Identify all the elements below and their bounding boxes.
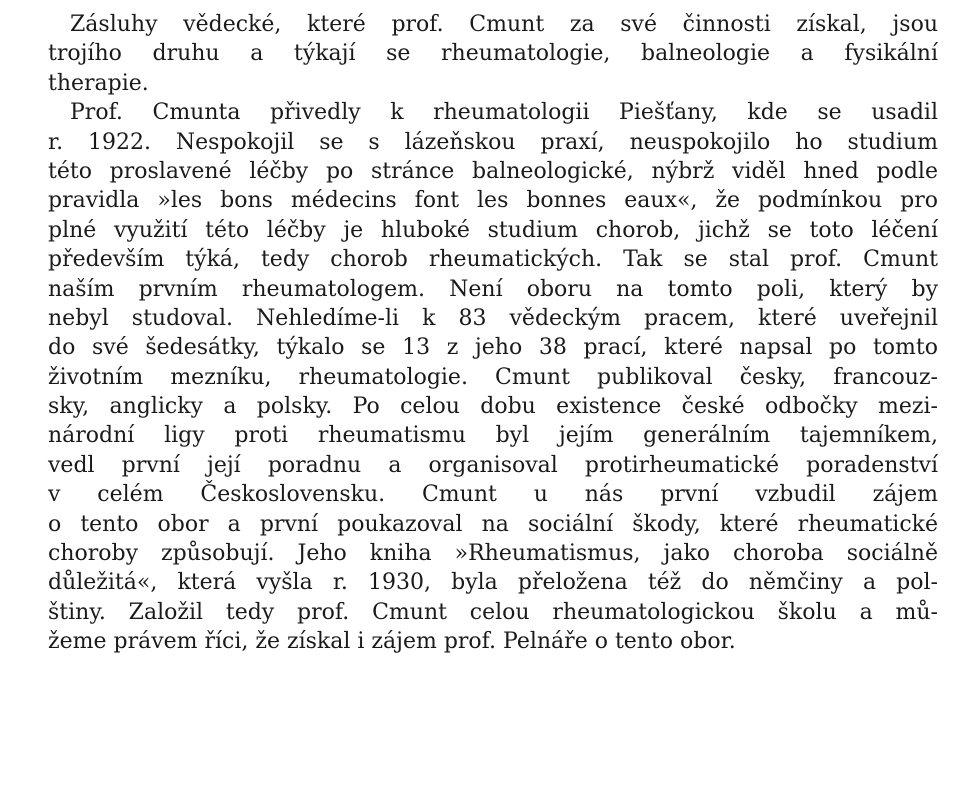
text-line: trojího druhu a týkají se rheumatologie, balneologie a fysikální — [48, 41, 938, 67]
text-line: pravidla »les bons médecins font les bonnes eaux«, že podmínkou pro — [48, 188, 938, 214]
text-line: r. 1922. Nespokojil se s lázeňskou praxí, neuspokojilo ho studium — [48, 129, 938, 155]
text-line: naším prvním rheumatologem. Není oboru na tomto poli, který by — [48, 276, 938, 302]
text-line: této proslavené léčby po stránce balneologické, nýbrž viděl hned podle — [48, 158, 938, 184]
text-line: především týká, tedy chorob rheumatických. Tak se stal prof. Cmunt — [48, 247, 938, 273]
text-line: sky, anglicky a polsky. Po celou dobu existence české odbočky mezi- — [48, 394, 938, 420]
text-line: životním mezníku, rheumatologie. Cmunt publikoval česky, francouz- — [48, 364, 938, 390]
text-line: do své šedesátky, týkalo se 13 z jeho 38 prací, které napsal po tomto — [48, 335, 938, 361]
text-line: plné využití této léčby je hluboké studium chorob, jichž se toto léčení — [48, 217, 938, 243]
text-line: žeme právem říci, že získal i zájem prof. Pelnáře o tento obor. — [48, 629, 736, 655]
text-line: nebyl studoval. Nehledíme-li k 83 vědeckým pracem, které uveřejnil — [48, 305, 938, 331]
text-line: choroby způsobují. Jeho kniha »Rheumatismus, jako choroba sociálně — [48, 541, 938, 567]
text-line: Zásluhy vědecké, které prof. Cmunt za své činnosti získal, jsou — [70, 12, 938, 37]
paragraph-2 — [48, 98, 938, 656]
text-line: vedl první její poradnu a organisoval protirheumatické poradenství — [48, 452, 938, 478]
text-line: Prof. Cmunta přivedly k rheumatologii Piešťany, kde se usadil — [70, 100, 938, 126]
body-text — [48, 10, 938, 657]
text-line: therapie. — [48, 70, 149, 96]
text-line: v celém Československu. Cmunt u nás první vzbudil zájem — [48, 482, 938, 508]
text-line: o tento obor a první poukazoval na sociální škody, které rheumatické — [48, 511, 938, 537]
text-line: národní ligy proti rheumatismu byl jejím generálním tajemníkem, — [48, 423, 938, 449]
paragraph-1 — [48, 10, 938, 98]
text-line: důležitá«, která vyšla r. 1930, byla přeložena též do němčiny a pol- — [48, 570, 938, 596]
text-line: štiny. Založil tedy prof. Cmunt celou rheumatologickou školu a mů- — [48, 599, 938, 625]
